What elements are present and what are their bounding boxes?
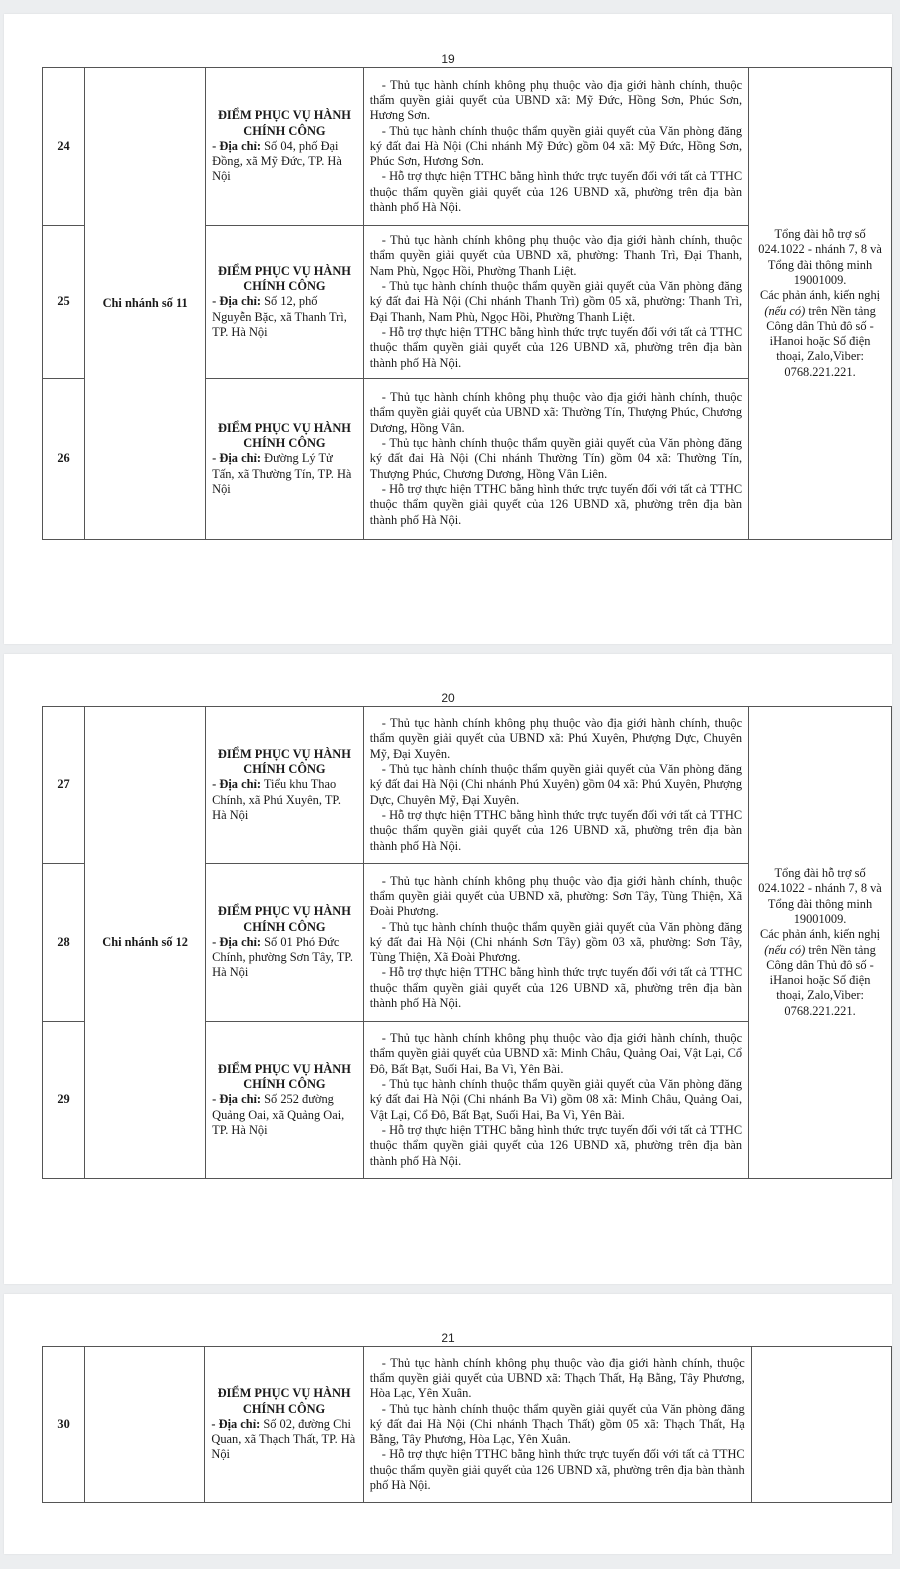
address-label: - Địa chỉ:: [212, 934, 262, 949]
procedure-item: - Thủ tục hành chính thuộc thẩm quyền giải quyết của Văn phòng đăng ký đất đai Hà Nội (Chi nhánh Phú Xuyên) gồm 04 xã: Phú Xuyên, Phượng Dực, Chuyên Mỹ, Đại Xuyên.: [369, 762, 743, 807]
address-text: Số 252 đường Quảng Oai, xã Quảng Oai, TP. Hà Nội: [212, 1092, 345, 1137]
procedure-item: - Hỗ trợ thực hiện TTHC bằng hình thức trực tuyến đối với tất cả TTHC thuộc thẩm quyền giải quyết của 126 UBND xã, phường trên địa bàn thành phố Hà Nội.: [369, 807, 743, 853]
support-hotline: Tổng đài hỗ trợ số 024.1022 - nhánh 7, 8 và Tổng đài thông minh 19001009.: [758, 227, 882, 287]
procedures: [363, 864, 748, 1022]
table-row: [43, 707, 892, 864]
procedure-item: - Thủ tục hành chính thuộc thẩm quyền giải quyết của Văn phòng đăng ký đất đai Hà Nội (Chi nhánh Mỹ Đức) gồm 04 xã: Mỹ Đức, Hồng Sơn, Phúc Sơn, Hương Sơn.: [369, 123, 743, 169]
service-point: [205, 1347, 363, 1503]
procedure-item: - Thủ tục hành chính không phụ thuộc vào địa giới hành chính, thuộc thẩm quyền giải quyết của UBND xã: Mỹ Đức, Hồng Sơn, Phúc Sơn, Hương Sơn.: [369, 77, 743, 123]
service-points-table: [42, 1346, 892, 1503]
procedure-item: - Hỗ trợ thực hiện TTHC bằng hình thức trực tuyến đối với tất cả TTHC thuộc thẩm quyền giải quyết của 126 UBND xã, phường trên địa bàn thành phố Hà Nội.: [369, 169, 743, 215]
address-label: - Địa chỉ:: [212, 138, 262, 153]
service-point-title: ĐIỂM PHỤC VỤ HÀNH CHÍNH CÔNG: [217, 108, 351, 138]
service-points-table: [42, 67, 892, 540]
address-label: - Địa chỉ:: [211, 1416, 261, 1431]
address-label: - Địa chỉ:: [212, 294, 262, 309]
address-text: Đường Lý Tử Tấn, xã Thường Tín, TP. Hà Nội: [212, 451, 352, 496]
address-text: Số 02, đường Chi Quan, xã Thạch Thất, TP. Hà Nội: [211, 1416, 356, 1462]
service-point-title: ĐIỂM PHỤC VỤ HÀNH CHÍNH CÔNG: [217, 420, 351, 451]
address-text: Tiểu khu Thao Chính, xã Phú Xuyên, TP. Hà Nội: [212, 777, 342, 822]
service-point-title: ĐIỂM PHỤC VỤ HÀNH CHÍNH CÔNG: [217, 1061, 351, 1092]
table-row: [43, 68, 892, 226]
support-feedback: [755, 927, 885, 1019]
support-contact: [751, 1347, 891, 1503]
service-point: [206, 864, 364, 1022]
row-number: 28: [43, 864, 85, 1022]
support-hotline: Tổng đài hỗ trợ số 024.1022 - nhánh 7, 8 và Tổng đài thông minh 19001009.: [758, 866, 882, 926]
procedures: [363, 226, 748, 379]
service-point-title: ĐIỂM PHỤC VỤ HÀNH CHÍNH CÔNG: [217, 746, 351, 777]
address-label: - Địa chỉ:: [212, 451, 262, 466]
service-point-address: [211, 1417, 355, 1462]
row-number: 26: [43, 379, 85, 540]
branch-name: [85, 1347, 205, 1503]
procedure-item: - Hỗ trợ thực hiện TTHC bằng hình thức trực tuyến đối với tất cả TTHC thuộc thẩm quyền giải quyết của 126 UBND xã, phường trên địa bàn thành phố Hà Nội.: [369, 1447, 745, 1493]
table-row: [43, 1347, 892, 1503]
document-page-21: [4, 1294, 892, 1554]
feedback-text: Các phản ánh, kiến nghị: [760, 288, 881, 303]
procedures: [363, 1347, 751, 1503]
service-point: [206, 707, 364, 864]
address-text: Số 01 Phó Đức Chính, phường Sơn Tây, TP. Hà Nội: [212, 934, 353, 980]
feedback-italic: (nếu có): [764, 303, 806, 318]
procedure-item: - Thủ tục hành chính thuộc thẩm quyền giải quyết của Văn phòng đăng ký đất đai Hà Nội (Chi nhánh Ba Vì) gồm 08 xã: Minh Châu, Quảng Oai, Vật Lại, Cổ Đô, Bất Bạt, Suối Hai, Ba Vì, Yên Bài.: [369, 1077, 743, 1122]
service-point-address: [212, 935, 353, 980]
support-contact: [749, 707, 892, 1179]
procedures: [363, 68, 748, 226]
procedure-item: - Thủ tục hành chính thuộc thẩm quyền giải quyết của Văn phòng đăng ký đất đai Hà Nội (Chi nhánh Thạch Thất) gồm 05 xã: Thạch Thất, Hạ Bằng, Tây Phương, Hòa Lạc, Yên Xuân.: [369, 1401, 745, 1447]
branch-name: Chi nhánh số 12: [85, 707, 206, 1179]
row-number: 25: [43, 226, 85, 379]
procedures: [363, 379, 748, 540]
page-number: 20: [441, 691, 455, 705]
row-number: 27: [43, 707, 85, 864]
procedure-item: - Thủ tục hành chính không phụ thuộc vào địa giới hành chính, thuộc thẩm quyền giải quyết của UBND xã: Phú Xuyên, Phượng Dực, Chuyên Mỹ, Đại Xuyên.: [369, 716, 743, 761]
service-point-address: [212, 451, 351, 496]
procedure-item: - Thủ tục hành chính không phụ thuộc vào địa giới hành chính, thuộc thẩm quyền giải quyết của UBND xã: Thạch Thất, Hạ Bằng, Tây Phương, Hòa Lạc, Yên Xuân.: [369, 1355, 745, 1401]
service-point: [206, 1022, 364, 1179]
procedures: [363, 707, 748, 864]
page-number: 21: [441, 1331, 455, 1345]
feedback-italic: (nếu có): [764, 942, 806, 957]
support-feedback: [755, 288, 885, 380]
row-number: 30: [43, 1347, 85, 1503]
procedure-item: - Thủ tục hành chính thuộc thẩm quyền giải quyết của Văn phòng đăng ký đất đai Hà Nội (Chi nhánh Thanh Trì) gồm 05 xã, phường: Thanh Trì, Đại Thanh, Nam Phù, Ngọc Hồi, Phường Thanh Liệt.: [369, 279, 743, 324]
address-text: Số 04, phố Đại Đồng, xã Mỹ Đức, TP. Hà Nội: [212, 138, 342, 184]
service-point: [206, 379, 364, 540]
service-point: [206, 226, 364, 379]
service-point-address: [212, 294, 347, 339]
row-number: 29: [43, 1022, 85, 1179]
procedure-item: - Thủ tục hành chính không phụ thuộc vào địa giới hành chính, thuộc thẩm quyền giải quyết của UBND xã: Minh Châu, Quảng Oai, Vật Lại, Cổ Đô, Bất Bạt, Suối Hai, Ba Vì, Yên Bài.: [369, 1031, 743, 1076]
service-point-title: ĐIỂM PHỤC VỤ HÀNH CHÍNH CÔNG: [217, 904, 351, 934]
procedures: [363, 1022, 748, 1179]
address-text: Số 12, phố Nguyễn Bặc, xã Thanh Trì, TP. Hà Nội: [212, 294, 347, 339]
service-point-address: [212, 139, 342, 184]
feedback-channels: trên Nền tảng Công dân Thủ đô số - iHanoi hoặc Số điện thoại, Zalo,Viber: 0768.221.221.: [766, 942, 876, 1018]
procedure-item: - Thủ tục hành chính không phụ thuộc vào địa giới hành chính, thuộc thẩm quyền giải quyết của UBND xã, phường: Sơn Tây, Tùng Thiện, Xã Đoài Phương.: [369, 873, 743, 919]
procedure-item: - Thủ tục hành chính thuộc thẩm quyền giải quyết của Văn phòng đăng ký đất đai Hà Nội (Chi nhánh Thường Tín) gồm 04 xã: Thường Tín, Thượng Phúc, Chương Dương, Hồng Vân Liên.: [369, 436, 743, 481]
branch-name: Chi nhánh số 11: [85, 68, 206, 540]
service-point-title: ĐIỂM PHỤC VỤ HÀNH CHÍNH CÔNG: [217, 263, 351, 294]
service-point-address: [212, 777, 341, 822]
procedure-item: - Thủ tục hành chính không phụ thuộc vào địa giới hành chính, thuộc thẩm quyền giải quyết của UBND xã: Thường Tín, Thượng Phúc, Chương Dương, Hồng Vân.: [369, 390, 743, 435]
service-point: [206, 68, 364, 226]
procedure-item: - Thủ tục hành chính không phụ thuộc vào địa giới hành chính, thuộc thẩm quyền giải quyết của UBND xã, phường: Thanh Trì, Đại Thanh, Nam Phù, Ngọc Hồi, Phường Thanh Liệt.: [369, 233, 743, 278]
procedure-item: - Thủ tục hành chính thuộc thẩm quyền giải quyết của Văn phòng đăng ký đất đai Hà Nội (Chi nhánh Sơn Tây) gồm 03 xã, phường: Sơn Tây, Tùng Thiện, Xã Đoài Phương.: [369, 919, 743, 965]
row-number: 24: [43, 68, 85, 226]
document-page-19: [4, 14, 892, 644]
page-number: 19: [441, 52, 455, 66]
procedure-item: - Hỗ trợ thực hiện TTHC bằng hình thức trực tuyến đối với tất cả TTHC thuộc thẩm quyền giải quyết của 126 UBND xã, phường trên địa bàn thành phố Hà Nội.: [369, 481, 743, 527]
service-points-table: [42, 706, 892, 1179]
feedback-text: Các phản ánh, kiến nghị: [760, 927, 881, 942]
service-point-address: [212, 1092, 344, 1137]
procedure-item: - Hỗ trợ thực hiện TTHC bằng hình thức trực tuyến đối với tất cả TTHC thuộc thẩm quyền giải quyết của 126 UBND xã, phường trên địa bàn thành phố Hà Nội.: [369, 965, 743, 1011]
address-label: - Địa chỉ:: [212, 1092, 262, 1107]
service-point-title: ĐIỂM PHỤC VỤ HÀNH CHÍNH CÔNG: [217, 1386, 351, 1416]
support-contact: [749, 68, 892, 540]
document-page-20: [4, 654, 892, 1284]
procedure-item: - Hỗ trợ thực hiện TTHC bằng hình thức trực tuyến đối với tất cả TTHC thuộc thẩm quyền giải quyết của 126 UBND xã, phường trên địa bàn thành phố Hà Nội.: [369, 324, 743, 370]
address-label: - Địa chỉ:: [212, 777, 262, 792]
feedback-channels: trên Nền tảng Công dân Thủ đô số - iHanoi hoặc Số điện thoại, Zalo,Viber: 0768.221.221.: [766, 303, 876, 379]
procedure-item: - Hỗ trợ thực hiện TTHC bằng hình thức trực tuyến đối với tất cả TTHC thuộc thẩm quyền giải quyết của 126 UBND xã, phường trên địa bàn thành phố Hà Nội.: [369, 1122, 743, 1168]
